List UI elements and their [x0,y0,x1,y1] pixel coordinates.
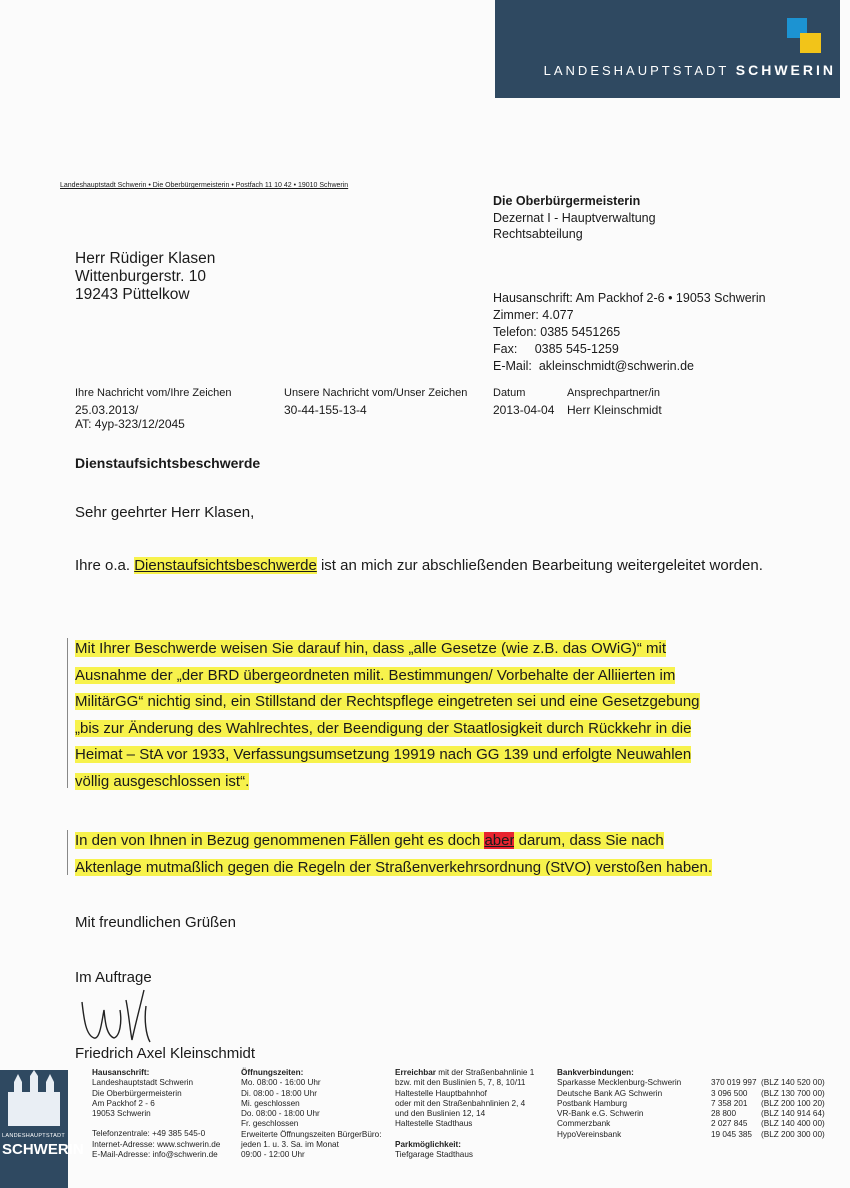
ref-date-label: Datum [493,387,526,399]
bank-account: 28 800 [711,1109,737,1119]
bank-account: 19 045 385 [711,1129,752,1139]
footer-logo [0,1070,68,1188]
ref-contact [567,386,662,417]
bank-row [557,1130,825,1140]
footer-mail[interactable]: E-Mail-Adresse: info@schwerin.de [92,1150,218,1160]
bank-account: 3 096 500 [711,1088,748,1098]
contact-address: Hausanschrift: Am Packhof 2-6 • 19053 Schwerin [493,291,766,305]
footer-transit-line: und den Buslinien 12, 14 [395,1109,486,1119]
ref-theirs-value1: 25.03.2013/ [75,403,139,417]
recipient-name: Herr Rüdiger Klasen [75,250,216,267]
footer-address-line: 19053 Schwerin [92,1109,151,1119]
salutation: Sehr geehrter Herr Klasen, [75,504,255,521]
p2-line: Ausnahme der „der BRD übergeordneten milit. Bestimmungen/ Vorbehalte der Alliierten im [75,666,676,684]
footer-transit [395,1068,534,1160]
footer-hours-line: 09:00 - 12:00 Uhr [241,1150,305,1160]
bank-row [557,1109,825,1119]
email-label: E-Mail: [493,359,532,373]
footer-banks [557,1068,825,1140]
footer-transit-heading: Erreichbar [395,1068,436,1077]
ref-ours [284,386,467,417]
header-banner [495,0,840,98]
bank-code: (BLZ 200 100 20) [761,1098,825,1108]
ref-theirs-label: Ihre Nachricht vom/Ihre Zeichen [75,387,232,399]
bank-name: Sparkasse Mecklenburg-Schwerin [557,1078,682,1088]
footer-hours-line: Erweiterte Öffnungszeiten BürgerBüro: [241,1129,382,1139]
margin-mark [67,638,68,788]
footer-hours [241,1068,381,1161]
bank-name: Postbank Hamburg [557,1098,628,1108]
p1-before: Ihre o.a. [75,557,135,574]
p3-red-word: aber [484,832,515,849]
bank-code: (BLZ 130 700 00) [761,1088,825,1098]
footer-phone: Telefonzentrale: +49 385 545-0 [92,1129,206,1139]
logo-small-text: LANDESHAUPTSTADT [2,1133,66,1139]
ref-contact-label: Ansprechpartner/in [567,387,660,399]
ref-contact-value: Herr Kleinschmidt [567,403,662,417]
bank-row [557,1089,825,1099]
margin-mark [67,830,68,875]
bank-row [557,1119,825,1129]
paragraph-3 [75,828,775,881]
footer-hours-line: Fr. geschlossen [241,1119,299,1129]
office-title: Die Oberbürgermeisterin [493,194,641,208]
bank-row [557,1078,825,1088]
bank-name: Deutsche Bank AG Schwerin [557,1088,663,1098]
footer-hours-line: Mo. 08:00 - 16:00 Uhr [241,1078,321,1088]
footer-parking: Tiefgarage Stadthaus [395,1150,473,1160]
footer-address-line: Landeshauptstadt Schwerin [92,1078,194,1088]
footer-address [92,1068,220,1160]
ref-theirs [75,386,232,431]
ref-ours-label: Unsere Nachricht vom/Unser Zeichen [284,387,468,399]
footer-hours-line: jeden 1. u. 3. Sa. im Monat [241,1140,339,1150]
p1-after: ist an mich zur abschließenden Bearbeitung weitergeleitet worden. [316,557,763,574]
p2-line: „bis zur Änderung des Wahlrechtes, der Beendigung der Staatlosigkeit durch Rückkehr in die [75,719,692,737]
bank-account: 370 019 997 [711,1078,757,1088]
footer-hours-heading: Öffnungszeiten: [241,1068,304,1077]
contact-phone: Telefon: 0385 5451265 [493,325,621,339]
contact-room: Zimmer: 4.077 [493,308,574,322]
bank-code: (BLZ 200 300 00) [761,1129,825,1139]
signature [74,980,164,1048]
p2-line: MilitärGG“ nichtig sind, ein Stillstand der Rechtspflege eingetreten sei und eine Gesetzgebung [75,693,700,710]
p3-before: In den von Ihnen in Bezug genommenen Fällen geht es doch [75,832,485,849]
recipient-street: Wittenburgerstr. 10 [75,268,206,285]
letter-subject: Dienstaufsichtsbeschwerde [75,455,261,471]
office-block [493,193,656,243]
bank-code: (BLZ 140 400 00) [761,1119,825,1129]
bank-account: 7 358 201 [711,1098,748,1108]
city-prefix: LANDESHAUPTSTADT [543,63,730,78]
email-address[interactable]: akleinschmidt@schwerin.de [538,359,694,373]
footer-hours-line: Do. 08:00 - 18:00 Uhr [241,1109,320,1119]
footer-web[interactable]: Internet-Adresse: www.schwerin.de [92,1139,221,1149]
bank-code: (BLZ 140 914 64) [761,1109,825,1119]
p1-highlight: Dienstaufsichtsbeschwerde [134,557,317,574]
fax-label: Fax: [493,342,518,356]
footer-transit-heading-rest: mit der Straßenbahnlinie 1 [435,1068,535,1077]
fax-number: 0385 545-1259 [534,342,619,356]
bank-account: 2 027 845 [711,1119,748,1129]
paragraph-1 [75,553,765,580]
bank-name: HypoVereinsbank [557,1129,622,1139]
p2-line: Heimat – StA vor 1933, Verfassungsumsetzung 19919 nach GG 139 und erfolgte Neuwahlen [75,746,692,763]
recipient-address [75,250,215,304]
city-wordmark [544,62,836,78]
signer-name: Friedrich Axel Kleinschmidt [75,1045,256,1062]
footer-transit-line: oder mit den Straßenbahnlinien 2, 4 [395,1098,526,1108]
closing: Mit freundlichen Grüßen [75,914,236,931]
footer-address-line: Am Packhof 2 - 6 [92,1098,155,1108]
bank-row [557,1099,825,1109]
ref-ours-value: 30-44-155-13-4 [284,403,367,417]
logo-big-text: SCHWERIN [2,1141,84,1158]
footer-hours-line: Mi. geschlossen [241,1098,300,1108]
recipient-city: 19243 Püttelkow [75,286,190,303]
sender-line: Landeshauptstadt Schwerin • Die Oberbürgermeisterin • Postfach 11 10 42 • 19010 Schwerin [60,182,349,189]
city-name: SCHWERIN [735,62,836,78]
on-behalf: Im Auftrage [75,969,152,986]
p3-after: darum, dass Sie nach [514,832,664,849]
footer-banks-heading: Bankverbindungen: [557,1068,634,1077]
ref-theirs-value2: AT: 4yp-323/12/2045 [75,417,185,431]
ref-date-value: 2013-04-04 [493,403,555,417]
p2-line: völlig ausgeschlossen ist“. [75,772,250,790]
footer-address-line: Die Oberbürgermeisterin [92,1088,182,1098]
contact-block [493,290,766,375]
footer-hours-line: Di. 08:00 - 18:00 Uhr [241,1088,318,1098]
footer-transit-line: bzw. mit den Buslinien 5, 7, 8, 10/11 [395,1078,526,1088]
bank-code: (BLZ 140 520 00) [761,1078,825,1088]
footer-transit-line: Haltestelle Stadthaus [395,1119,473,1129]
office-section: Rechtsabteilung [493,227,583,241]
footer-transit-line: Haltestelle Hauptbahnhof [395,1088,487,1098]
office-dept: Dezernat I - Hauptverwaltung [493,210,656,225]
p3-line2: Aktenlage mutmaßlich gegen die Regeln der Straßenverkehrsordnung (StVO) verstoßen haben. [75,858,713,876]
footer-address-heading: Hausanschrift: [92,1068,150,1077]
bank-name: VR-Bank e.G. Schwerin [557,1109,644,1119]
logo-square-yellow [800,33,821,53]
p2-line: Mit Ihrer Beschwerde weisen Sie darauf hin, dass „alle Gesetze (wie z.B. das OWiG)“ mit [75,640,667,657]
ref-date [493,386,554,417]
footer-parking-heading: Parkmöglichkeit: [395,1139,461,1149]
paragraph-2 [75,636,775,795]
castle-icon [0,1070,68,1130]
bank-name: Commerzbank [557,1119,611,1129]
